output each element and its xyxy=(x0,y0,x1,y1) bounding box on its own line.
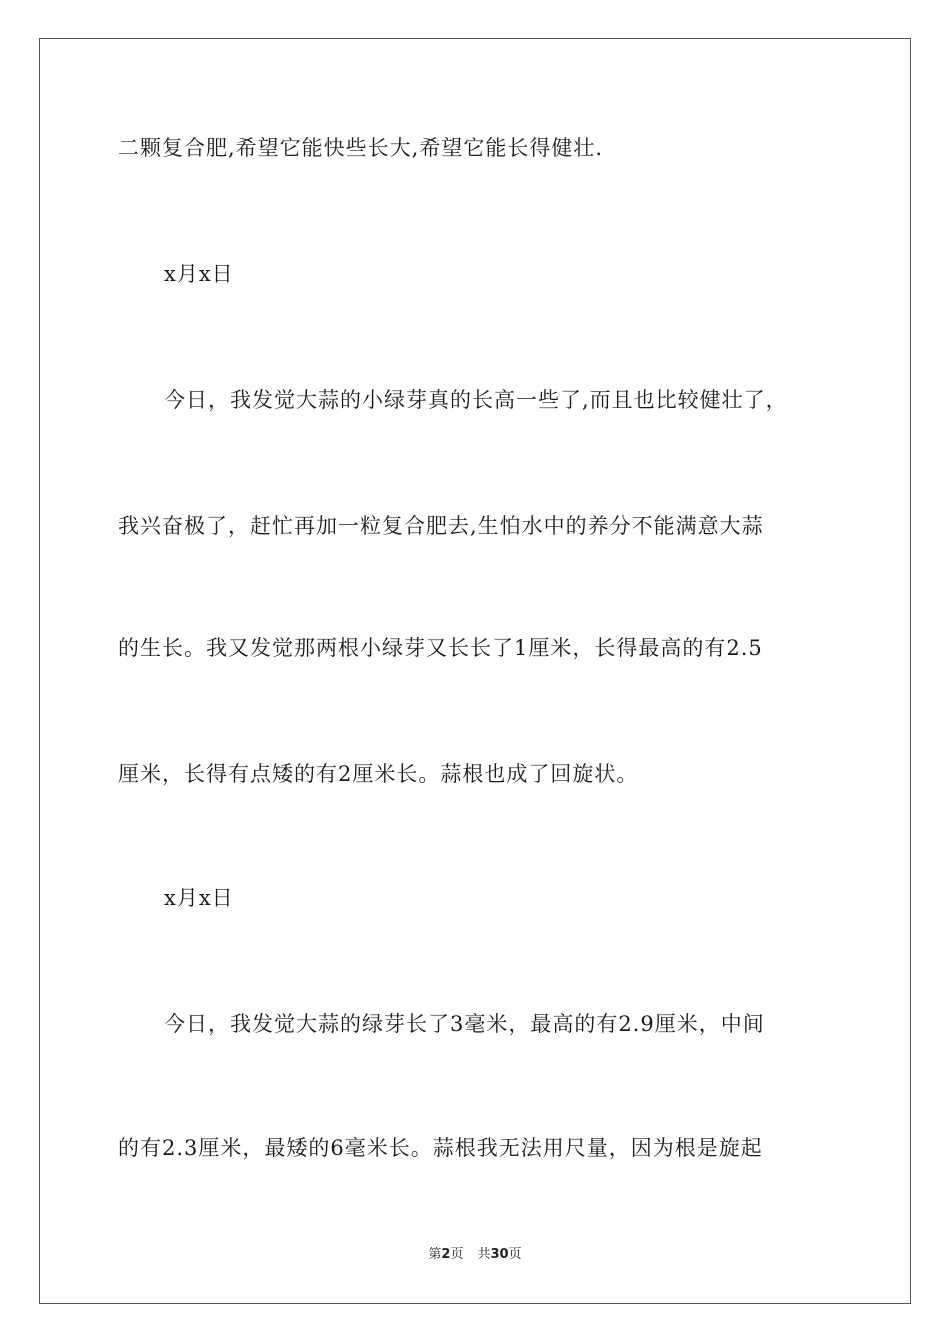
text-line-1: 二颗复合肥,希望它能快些长大,希望它能长得健壮. xyxy=(118,136,604,160)
footer-total-suffix: 页 xyxy=(508,1247,522,1262)
page-border xyxy=(39,38,911,1304)
footer-page-prefix: 第 xyxy=(428,1247,442,1262)
text-line-2: 今日，我发觉大蒜的小绿芽真的长高一些了,而且也比较健壮了， xyxy=(164,388,788,412)
date-heading-1: x月x日 xyxy=(164,262,234,286)
footer-page-current: 2 xyxy=(441,1247,451,1262)
text-line-4: 的生长。我又发觉那两根小绿芽又长长了1厘米，长得最高的有2.5 xyxy=(118,636,763,660)
text-line-7: 的有2.3厘米，最矮的6毫米长。蒜根我无法用尺量，因为根是旋起 xyxy=(118,1136,763,1160)
date-heading-2: x月x日 xyxy=(164,886,234,910)
footer-page-total: 30 xyxy=(490,1247,509,1262)
page-footer xyxy=(0,1246,950,1264)
text-line-3: 我兴奋极了，赶忙再加一粒复合肥去,生怕水中的养分不能满意大蒜 xyxy=(118,514,764,538)
text-line-6: 今日，我发觉大蒜的绿芽长了3毫米，最高的有2.9厘米，中间 xyxy=(164,1012,765,1036)
text-line-5: 厘米，长得有点矮的有2厘米长。蒜根也成了回旋状。 xyxy=(118,762,639,786)
footer-page-suffix: 页 xyxy=(450,1247,464,1262)
footer-total-prefix: 共 xyxy=(477,1247,491,1262)
